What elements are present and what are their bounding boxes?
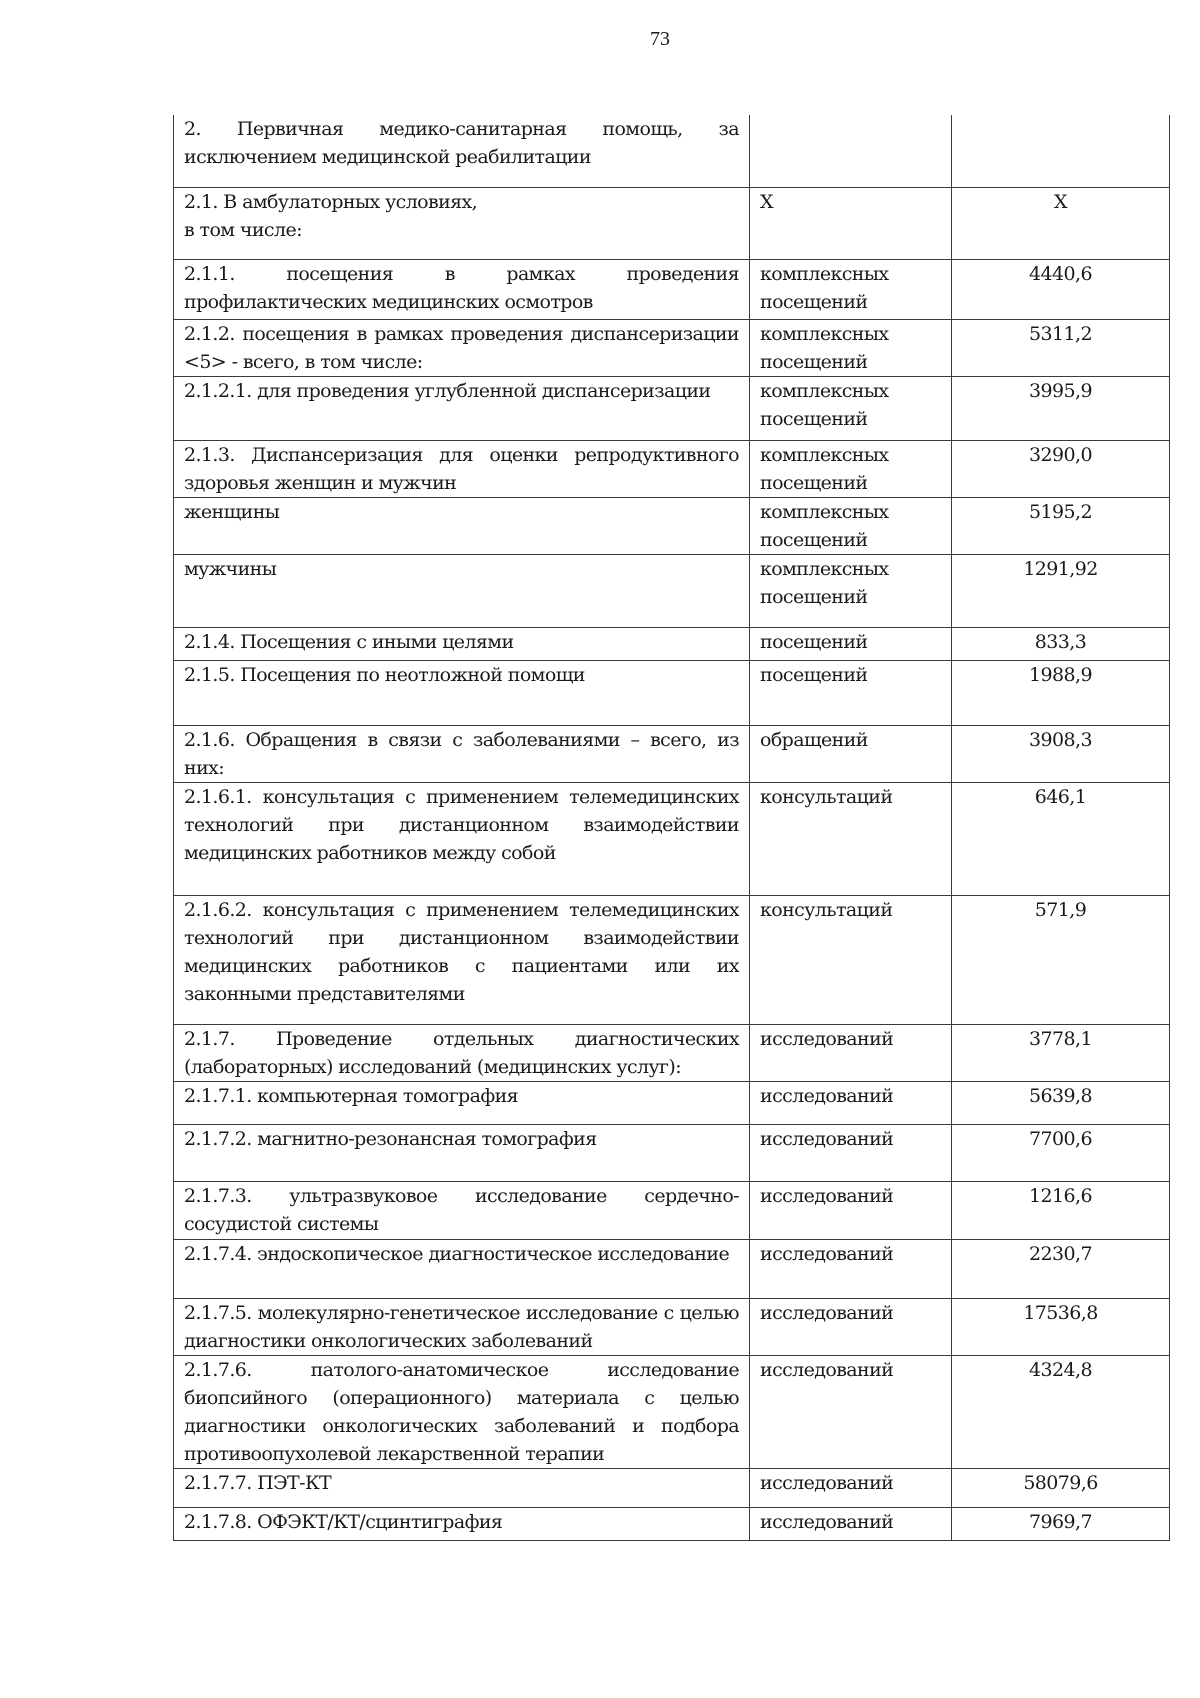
row-name: 2.1.2. посещения в рамках проведения диспансеризации <5> - всего, в том числе:: [174, 319, 750, 376]
row-value: 7700,6: [952, 1124, 1170, 1181]
row-unit: комплексных посещений: [750, 376, 952, 440]
row-value: 3290,0: [952, 440, 1170, 497]
row-value: 1291,92: [952, 554, 1170, 627]
row-value: [952, 115, 1170, 187]
table-row: [174, 895, 1170, 1024]
row-value: 1988,9: [952, 660, 1170, 725]
row-unit: исследований: [750, 1239, 952, 1298]
row-name: 2.1.7.5. молекулярно-генетическое исследование с целью диагностики онкологических заболеваний: [174, 1298, 750, 1355]
row-value: 4324,8: [952, 1355, 1170, 1468]
row-value: 3778,1: [952, 1024, 1170, 1081]
page-number: 73: [650, 28, 670, 50]
row-name: 2. Первичная медико-санитарная помощь, за исключением медицинской реабилитации: [174, 115, 750, 187]
row-name: 2.1.4. Посещения с иными целями: [174, 627, 750, 660]
row-unit: комплексных посещений: [750, 554, 952, 627]
row-value: X: [952, 187, 1170, 259]
table-row: [174, 376, 1170, 440]
row-name: мужчины: [174, 554, 750, 627]
row-unit: комплексных посещений: [750, 440, 952, 497]
row-value: 833,3: [952, 627, 1170, 660]
row-unit: консультаций: [750, 782, 952, 895]
table-row: [174, 1355, 1170, 1468]
table-row: [174, 627, 1170, 660]
table-row: [174, 259, 1170, 319]
row-unit: [750, 115, 952, 187]
table-row: [174, 1507, 1170, 1540]
row-name: 2.1.7.3. ультразвуковое исследование сердечно-сосудистой системы: [174, 1181, 750, 1239]
norms-table: [173, 115, 1170, 1541]
row-unit: исследований: [750, 1468, 952, 1507]
row-unit: исследований: [750, 1124, 952, 1181]
table-row: [174, 1124, 1170, 1181]
table-row: [174, 782, 1170, 895]
row-unit: посещений: [750, 660, 952, 725]
table-row: [174, 115, 1170, 187]
row-unit: исследований: [750, 1355, 952, 1468]
row-value: 2230,7: [952, 1239, 1170, 1298]
row-value: 17536,8: [952, 1298, 1170, 1355]
row-name: женщины: [174, 497, 750, 554]
table-row: [174, 1298, 1170, 1355]
row-name: 2.1.7.6. патолого-анатомическое исследование биопсийного (операционного) материала с целью диагностики онкологических заболеваний и подбора противоопухолевой лекарственной терапии: [174, 1355, 750, 1468]
table-row: [174, 1024, 1170, 1081]
row-name: 2.1.7.2. магнитно-резонансная томография: [174, 1124, 750, 1181]
row-name: 2.1.2.1. для проведения углубленной диспансеризации: [174, 376, 750, 440]
table-row: [174, 1081, 1170, 1124]
row-unit: посещений: [750, 627, 952, 660]
row-unit: исследований: [750, 1024, 952, 1081]
table-row: [174, 725, 1170, 782]
row-unit: обращений: [750, 725, 952, 782]
row-name: 2.1.6.1. консультация с применением телемедицинских технологий при дистанционном взаимодействии медицинских работников между собой: [174, 782, 750, 895]
row-name: 2.1.6. Обращения в связи с заболеваниями – всего, из них:: [174, 725, 750, 782]
row-value: 571,9: [952, 895, 1170, 1024]
row-unit: исследований: [750, 1081, 952, 1124]
row-unit: исследований: [750, 1507, 952, 1540]
row-name: 2.1.7.8. ОФЭКТ/КТ/сцинтиграфия: [174, 1507, 750, 1540]
row-value: 5195,2: [952, 497, 1170, 554]
table-row: [174, 1239, 1170, 1298]
row-unit: исследований: [750, 1298, 952, 1355]
row-unit: комплексных посещений: [750, 497, 952, 554]
table-row: [174, 1181, 1170, 1239]
row-name: 2.1.7. Проведение отдельных диагностических (лабораторных) исследований (медицинских услуг):: [174, 1024, 750, 1081]
table-row: [174, 1468, 1170, 1507]
table-row: [174, 187, 1170, 259]
row-value: 3908,3: [952, 725, 1170, 782]
row-unit: исследований: [750, 1181, 952, 1239]
row-name: 2.1.1. посещения в рамках проведения профилактических медицинских осмотров: [174, 259, 750, 319]
row-name: 2.1.7.1. компьютерная томография: [174, 1081, 750, 1124]
row-value: 5311,2: [952, 319, 1170, 376]
row-unit: комплексных посещений: [750, 319, 952, 376]
row-unit: X: [750, 187, 952, 259]
row-value: 646,1: [952, 782, 1170, 895]
row-value: 58079,6: [952, 1468, 1170, 1507]
row-name: 2.1.7.7. ПЭТ-КТ: [174, 1468, 750, 1507]
row-unit: комплексных посещений: [750, 259, 952, 319]
row-value: 3995,9: [952, 376, 1170, 440]
table-row: [174, 660, 1170, 725]
row-value: 1216,6: [952, 1181, 1170, 1239]
row-value: 7969,7: [952, 1507, 1170, 1540]
table-row: [174, 497, 1170, 554]
table-row: [174, 440, 1170, 497]
row-value: 5639,8: [952, 1081, 1170, 1124]
row-name: 2.1.5. Посещения по неотложной помощи: [174, 660, 750, 725]
row-unit: консультаций: [750, 895, 952, 1024]
row-name: 2.1.6.2. консультация с применением телемедицинских технологий при дистанционном взаимодействии медицинских работников с пациентами или их законными представителями: [174, 895, 750, 1024]
table-row: [174, 319, 1170, 376]
row-name: 2.1. В амбулаторных условиях, в том числе:: [174, 187, 750, 259]
row-value: 4440,6: [952, 259, 1170, 319]
table-row: [174, 554, 1170, 627]
row-name: 2.1.7.4. эндоскопическое диагностическое исследование: [174, 1239, 750, 1298]
row-name: 2.1.3. Диспансеризация для оценки репродуктивного здоровья женщин и мужчин: [174, 440, 750, 497]
